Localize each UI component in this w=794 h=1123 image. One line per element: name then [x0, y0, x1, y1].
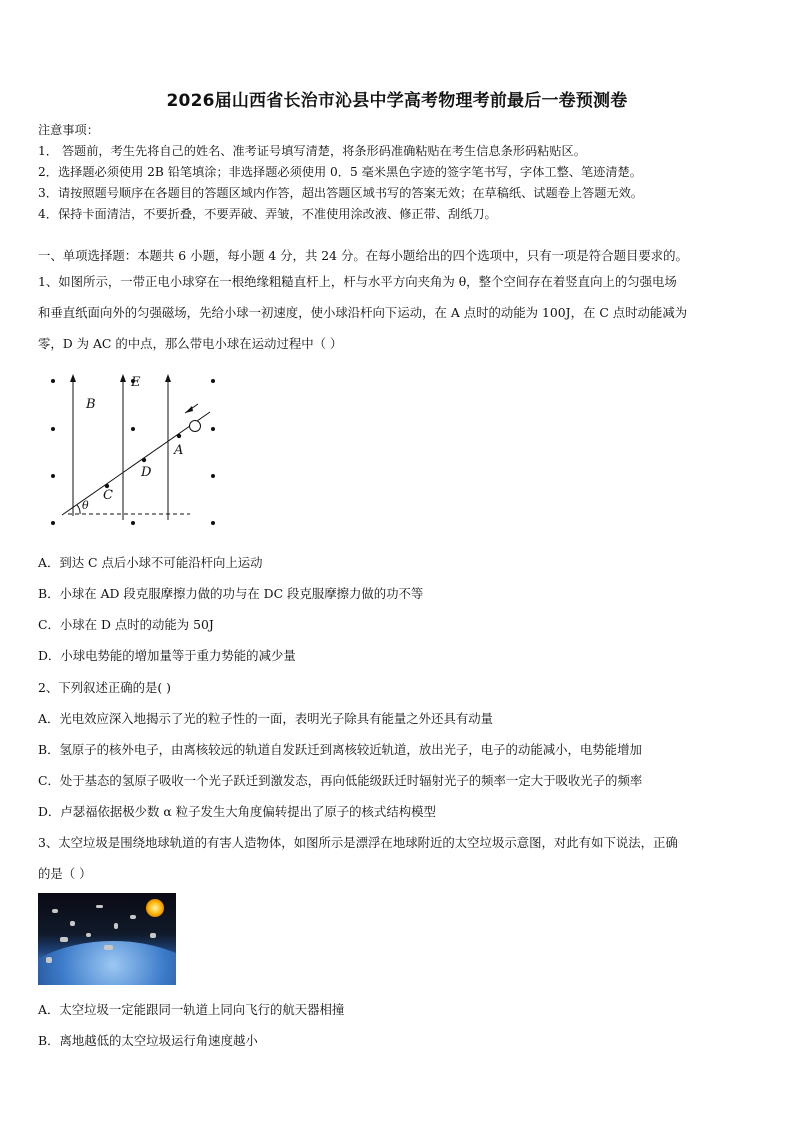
- question-stem: 1、如图所示，一带正电小球穿在一根绝缘粗糙直杆上，杆与水平方向夹角为 θ，整个空间存在着竖直向上的匀强电场: [38, 274, 677, 289]
- space-debris-image: [38, 893, 176, 985]
- label-theta: θ: [82, 499, 89, 512]
- page-title: 2026届山西省长治市沁县中学高考物理考前最后一卷预测卷: [166, 91, 628, 111]
- debris-piece: [96, 905, 103, 908]
- option-d: D．卢瑟福依据极少数 α 粒子发生大角度偏转提出了原子的核式结构模型: [38, 804, 436, 819]
- question-stem: 和垂直纸面向外的匀强磁场，先给小球一初速度，使小球沿杆向下运动，在 A 点时的动能为 100J，在 C 点时动能减为: [38, 305, 688, 320]
- question-stem: 的是（ ）: [38, 866, 92, 881]
- label-c: C: [103, 488, 113, 503]
- option-a: A．到达 C 点后小球不可能沿杆向上运动: [38, 555, 263, 570]
- point-d: [142, 458, 146, 462]
- velocity-arrowhead: [185, 406, 193, 413]
- question-stem: 2、下列叙述正确的是( ): [38, 680, 172, 695]
- option-a: A．太空垃圾一定能跟同一轨道上同向飞行的航天器相撞: [38, 1002, 345, 1017]
- debris-piece: [60, 937, 68, 942]
- option-b: B．小球在 AD 段克服摩擦力做的功与在 DC 段克服摩擦力做的功不等: [38, 586, 424, 601]
- magnetic-field-dots: [51, 379, 215, 525]
- notice-item: 4．保持卡面清洁，不要折叠，不要弄破、弄皱，不准使用涂改液、修正带、刮纸刀。: [38, 207, 497, 221]
- option-a: A．光电效应深入地揭示了光的粒子性的一面，表明光子除具有能量之外还具有动量: [38, 711, 494, 726]
- option-c: C．处于基态的氢原子吸收一个光子跃迁到激发态，再向低能级跃迁时辐射光子的频率一定大于吸收光子的频率: [38, 773, 643, 788]
- sun-shape: [146, 899, 164, 917]
- option-c: C．小球在 D 点时的动能为 50J: [38, 617, 214, 632]
- option-b: B．氢原子的核外电子，由离核较远的轨道自发跃迁到离核较近轨道，放出光子，电子的动能减小，电势能增加: [38, 742, 642, 757]
- option-d: D．小球电势能的增加量等于重力势能的减少量: [38, 648, 296, 663]
- option-b: B．离地越低的太空垃圾运行角速度越小: [38, 1033, 258, 1048]
- section-heading: 一、单项选择题：本题共 6 小题，每小题 4 分，共 24 分。在每小题给出的四个选项中，只有一项是符合题目要求的。: [38, 248, 688, 263]
- charged-ball: [190, 421, 201, 432]
- debris-piece: [52, 909, 58, 913]
- question-stem: 零，D 为 AC 的中点，那么带电小球在运动过程中（ ）: [38, 336, 343, 351]
- point-a: [177, 434, 181, 438]
- label-b: B: [86, 397, 96, 412]
- notice-item: 2．选择题必须使用 2B 铅笔填涂；非选择题必须使用 0．5 毫米黑色字迹的签字笔书写，字体工整、笔迹清楚。: [38, 165, 642, 179]
- field-rod-diagram: [40, 368, 230, 534]
- question-stem: 3、太空垃圾是围绕地球轨道的有害人造物体，如图所示是漂浮在地球附近的太空垃圾示意图，对此有如下说法，正确: [38, 835, 678, 850]
- angle-arc: [77, 505, 80, 514]
- label-e: E: [131, 375, 141, 390]
- debris-piece: [70, 921, 75, 926]
- debris-piece: [150, 933, 156, 938]
- label-a: A: [174, 443, 184, 458]
- notice-heading: 注意事项：: [38, 123, 99, 137]
- label-d: D: [141, 465, 152, 480]
- debris-piece: [114, 923, 118, 929]
- debris-piece: [104, 945, 113, 950]
- debris-piece: [86, 933, 91, 937]
- debris-piece: [130, 915, 136, 919]
- debris-piece: [46, 957, 52, 963]
- notice-item: 1． 答题前，考生先将自己的姓名、准考证号填写清楚，将条形码准确粘贴在考生信息条形码粘贴区。: [38, 144, 586, 158]
- notice-item: 3．请按照题号顺序在各题目的答题区域内作答，超出答题区域书写的答案无效；在草稿纸、试题卷上答题无效。: [38, 186, 643, 200]
